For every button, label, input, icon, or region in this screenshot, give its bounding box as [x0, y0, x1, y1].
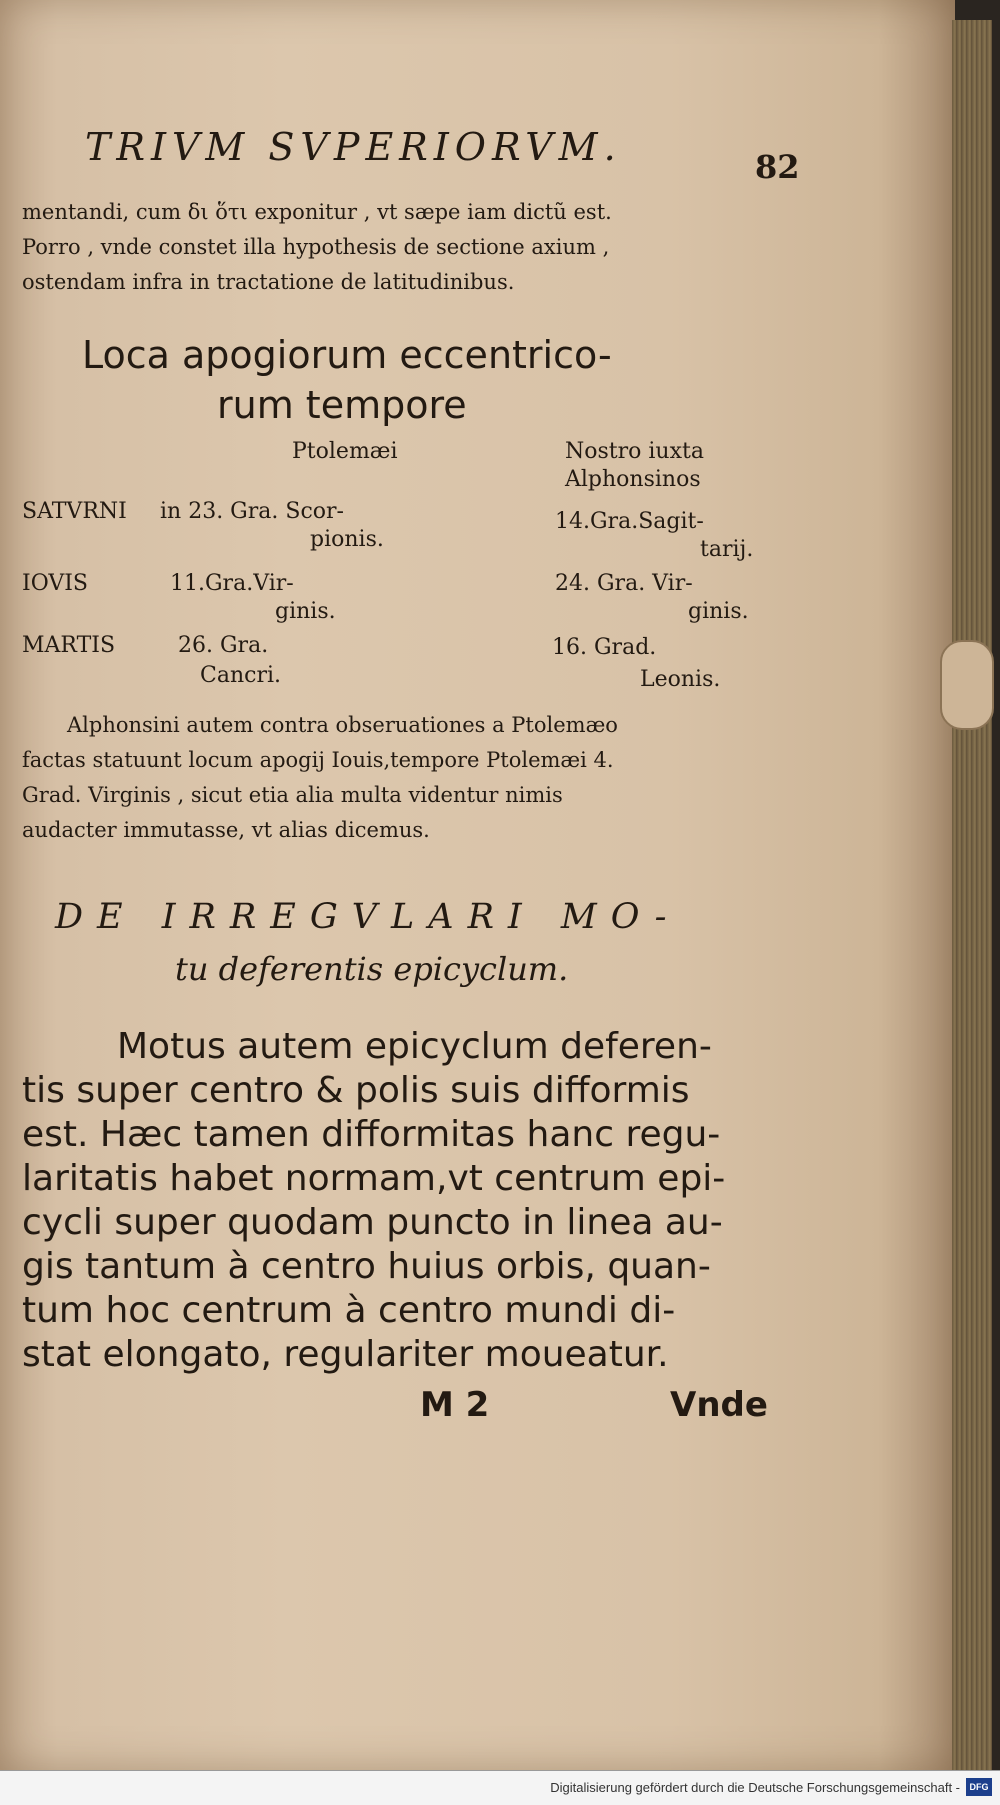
- text-line: mentandi, cum δι ὅτι exponitur , vt sæpe iam dictũ est.: [22, 200, 612, 224]
- text-line: laritatis habet normam,vt centrum epi-: [22, 1158, 726, 1199]
- after-table-paragraph: [22, 708, 757, 848]
- text-line: est. Hæc tamen difformitas hanc regu-: [22, 1114, 721, 1155]
- catchword: Vnde: [670, 1385, 768, 1425]
- planet-name: IOVIS: [22, 571, 88, 596]
- ptolemy-value: in 23. Gra. Scor-: [160, 499, 344, 524]
- dfg-logo-icon[interactable]: DFG: [966, 1778, 992, 1796]
- text-line: tum hoc centrum à centro mundi di-: [22, 1290, 676, 1331]
- text-line: Alphonsini autem contra obseruationes a Ptolemæo: [67, 713, 618, 737]
- text-line: tis super centro & polis suis difformis: [22, 1070, 690, 1111]
- table-title-line: Loca apogiorum eccentrico-: [82, 333, 612, 377]
- nostro-value: 14.Gra.Sagit-: [555, 509, 704, 534]
- ptolemy-value-cont: ginis.: [275, 599, 336, 624]
- body-paragraph: [22, 1025, 752, 1377]
- nostro-value: 24. Gra. Vir-: [555, 571, 693, 596]
- ptolemy-value: 26. Gra.: [178, 633, 269, 658]
- running-head: TRIVM SVPERIORVM.: [85, 125, 622, 169]
- nostro-value: 16. Grad.: [552, 635, 657, 660]
- text-line: stat elongato, regulariter moueatur.: [22, 1334, 669, 1375]
- column-header-nostro: Nostro iuxta: [565, 439, 704, 464]
- planet-name: SATVRNI: [22, 499, 127, 524]
- page-tab-notch: [940, 640, 994, 730]
- text-line: factas statuunt locum apogij Iouis,tempore Ptolemæi 4.: [22, 748, 614, 772]
- planet-name: MARTIS: [22, 633, 116, 658]
- text-line: audacter immutasse, vt alias dicemus.: [22, 818, 430, 842]
- page-number: 82: [755, 148, 800, 186]
- text-line: cycli super quodam puncto in linea au-: [22, 1202, 723, 1243]
- table-title-line: rum tempore: [217, 383, 467, 427]
- text-line: Motus autem epicyclum deferen-: [117, 1026, 712, 1067]
- nostro-value-cont: tarij.: [700, 537, 754, 562]
- ptolemy-value-cont: pionis.: [310, 527, 384, 552]
- signature-mark: M 2: [420, 1385, 490, 1425]
- column-header-ptolemaei: Ptolemæi: [292, 439, 398, 464]
- footer-bar: [0, 1770, 1000, 1805]
- text-line: gis tantum à centro huius orbis, quan-: [22, 1246, 711, 1287]
- table-title: [82, 330, 612, 430]
- footer-credit: Digitalisierung gefördert durch die Deutsche Forschungsgemeinschaft -: [550, 1780, 960, 1795]
- nostro-value-cont: ginis.: [688, 599, 749, 624]
- text-line: Porro , vnde constet illa hypothesis de sectione axium ,: [22, 235, 610, 259]
- ptolemy-value-cont: Cancri.: [200, 663, 281, 688]
- text-line: ostendam infra in tractatione de latitudinibus.: [22, 270, 515, 294]
- ptolemy-value: 11.Gra.Vir-: [170, 571, 294, 596]
- section-title: DE IRREGVLARI MO-: [55, 897, 681, 937]
- column-header-nostro-2: Alphonsinos: [565, 467, 701, 492]
- page-edge: [952, 20, 992, 1770]
- intro-paragraph: [22, 195, 757, 300]
- text-line: Grad. Virginis , sicut etia alia multa videntur nimis: [22, 783, 563, 807]
- nostro-value-cont: Leonis.: [640, 667, 721, 692]
- section-subtitle: tu deferentis epicyclum.: [175, 950, 569, 988]
